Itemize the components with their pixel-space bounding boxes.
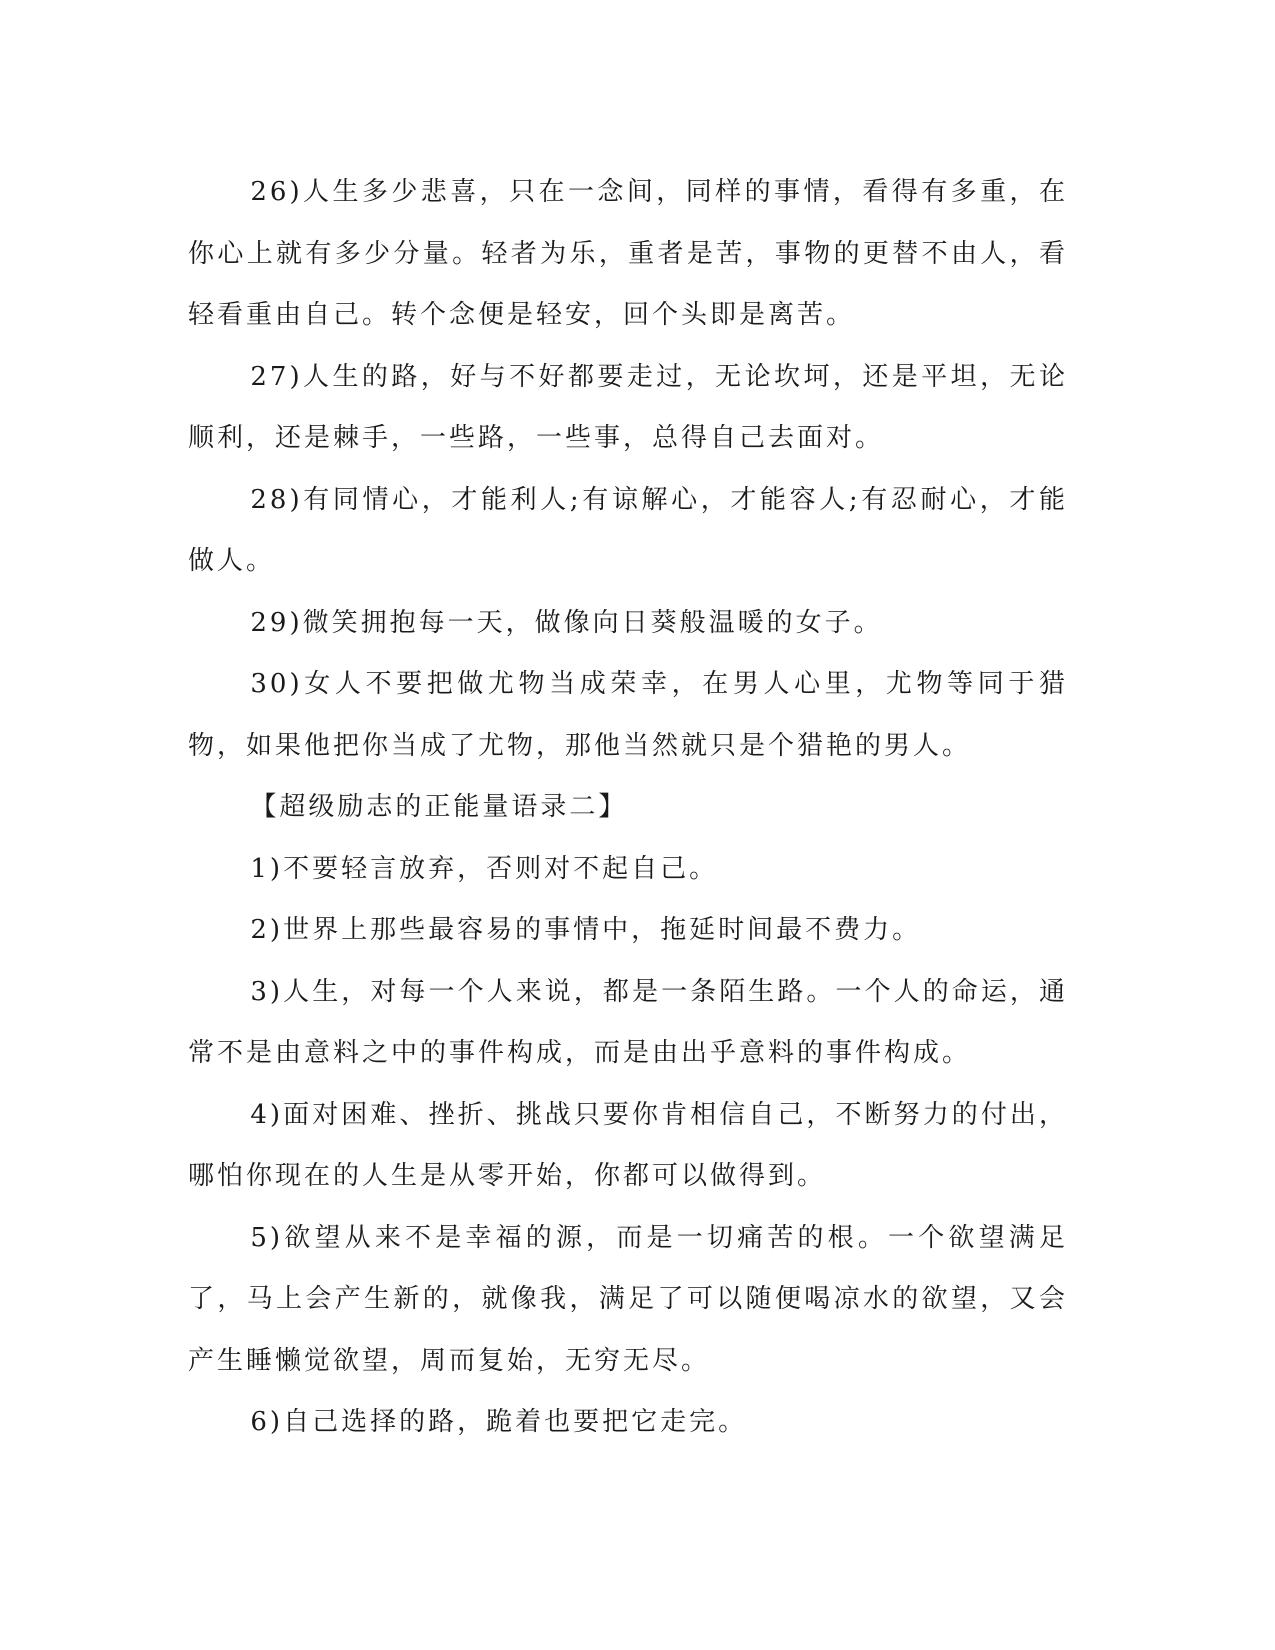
paragraph-quote-1: 1)不要轻言放弃，否则对不起自己。	[250, 853, 719, 884]
paragraph-quote-6: 6)自己选择的路，跪着也要把它走完。	[250, 1407, 748, 1437]
paragraph-quote-28: 28)有同情心，才能利人;有谅解心，才能容人;有忍耐心，才能做人。	[188, 484, 1068, 576]
paragraph-quote-30: 30)女人不要把做尤物当成荣幸，在男人心里，尤物等同于猎物，如果他把你当成了尤物，那他当然就只是个猎艳的男人。	[188, 669, 1068, 761]
section-heading: 【超级励志的正能量语录二】	[250, 792, 628, 822]
paragraph-quote-3: 3)人生，对每一个人来说，都是一条陌生路。一个人的命运，通常不是由意料之中的事件构成，而是由出乎意料的事件构成。	[188, 976, 1068, 1068]
paragraph-quote-4: 4)面对困难、挫折、挑战只要你肯相信自己，不断努力的付出，哪怕你现在的人生是从零开始，你都可以做得到。	[188, 1099, 1068, 1191]
paragraph-quote-27: 27)人生的路，好与不好都要走过，无论坎坷，还是平坦，无论顺利，还是棘手，一些路，一些事，总得自己去面对。	[188, 361, 1068, 453]
paragraph-quote-26: 26)人生多少悲喜，只在一念间，同样的事情，看得有多重，在你心上就有多少分量。轻者为乐，重者是苦，事物的更替不由人，看轻看重由自己。转个念便是轻安，回个头即是离苦。	[188, 177, 1068, 330]
paragraph-quote-5: 5)欲望从来不是幸福的源，而是一切痛苦的根。一个欲望满足了，马上会产生新的，就像我，满足了可以随便喝凉水的欲望，又会产生睡懒觉欲望，周而复始，无穷无尽。	[188, 1222, 1068, 1376]
paragraph-quote-29: 29)微笑拥抱每一天，做像向日葵般温暖的女子。	[250, 607, 883, 638]
paragraph-quote-2: 2)世界上那些最容易的事情中，拖延时间最不费力。	[250, 915, 922, 945]
document-body	[188, 162, 1068, 1454]
